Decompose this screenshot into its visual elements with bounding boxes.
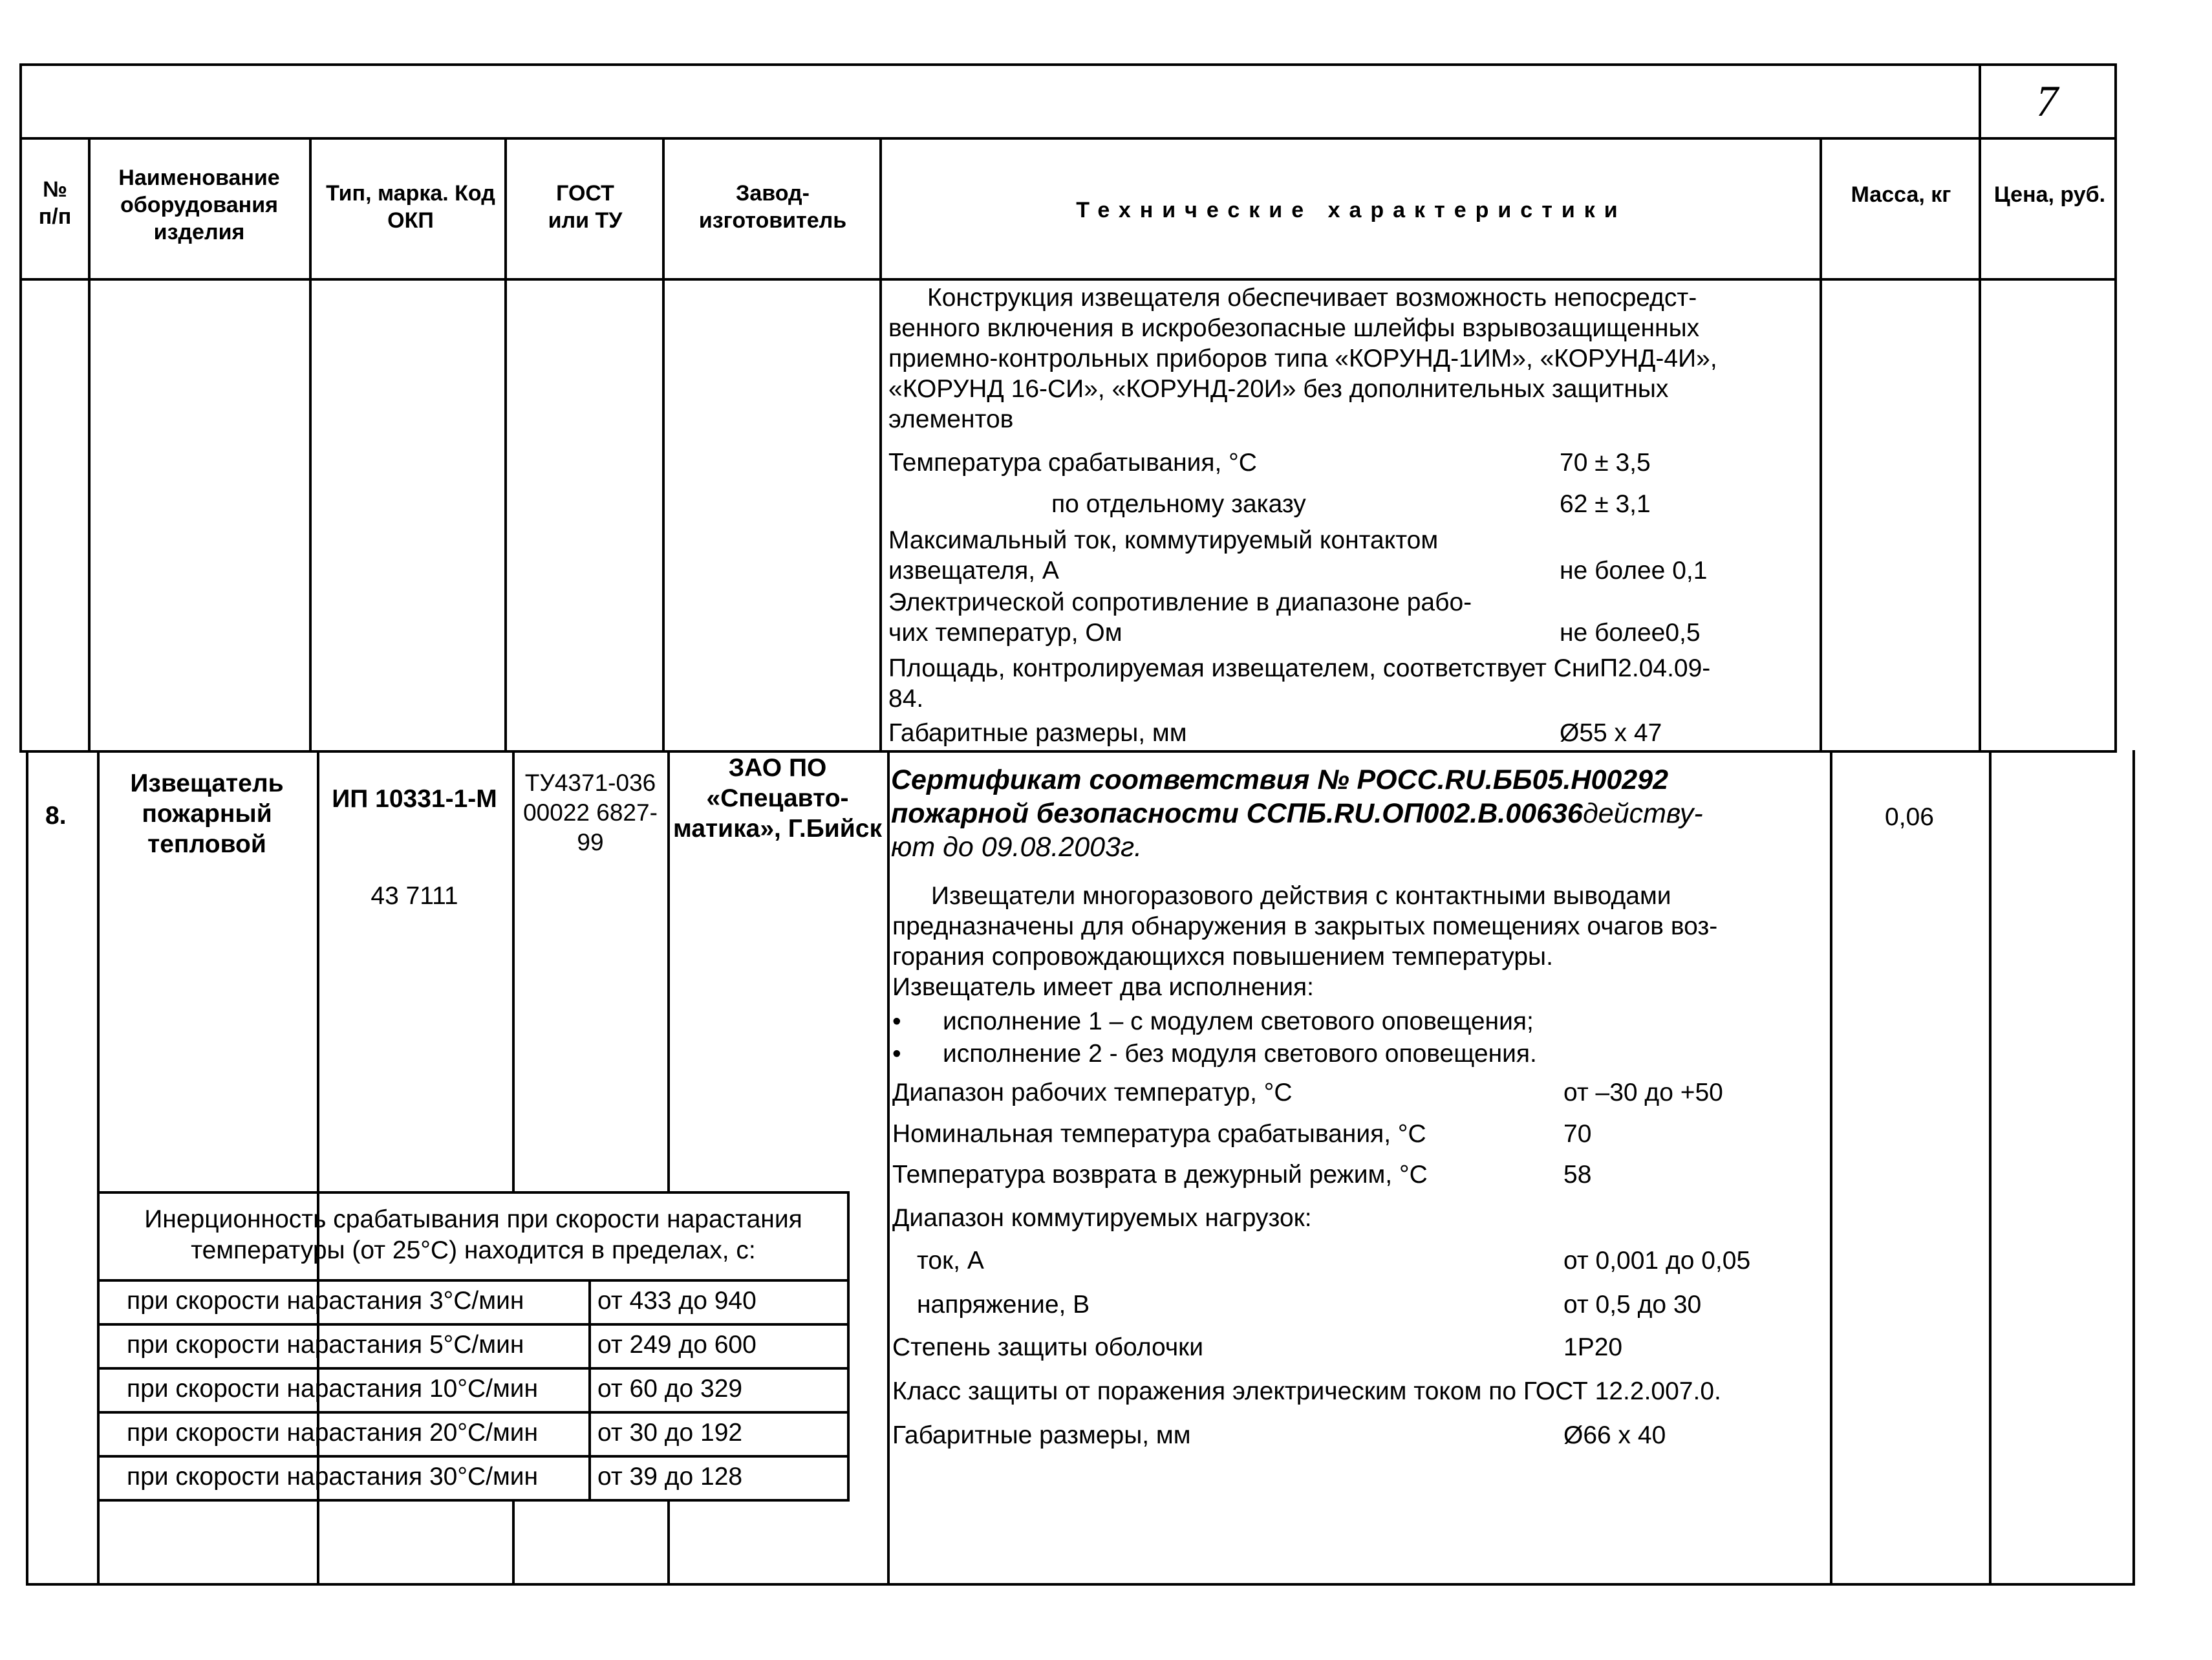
inertia-title: температуры (от 25°С) находится в пределах, с:	[191, 1236, 756, 1264]
header-type: Тип, марка. Код ОКП	[326, 181, 495, 233]
page-number: 7	[2036, 76, 2058, 125]
item-name: Извещатель пожарный тепловой	[130, 770, 284, 858]
spec-label: Диапазон рабочих температур, °С	[892, 1079, 1293, 1106]
prev-resist-label: чих температур, Ом	[888, 619, 1122, 647]
spec-value: 70	[1563, 1120, 1592, 1148]
prev-area-line: 84.	[888, 685, 924, 713]
prev-intro-line: венного включения в искробезопасные шлейфы взрывозащищенных	[888, 314, 1700, 342]
prev-current-label: извещателя, А	[888, 557, 1059, 585]
cert-line: ют до 09.08.2003г.	[891, 832, 1143, 863]
inertia-range: от 433 до 940	[597, 1287, 757, 1315]
header-price: Цена, руб.	[1993, 182, 2106, 207]
spec-value: от 0,001 до 0,05	[1563, 1247, 1751, 1275]
inertia-rate: при скорости нарастания 30°С/мин	[127, 1463, 539, 1491]
cert-line: Сертификат соответствия № РОСС.RU.ББ05.Н00292	[891, 764, 1669, 795]
spec-value: от –30 до +50	[1563, 1079, 1723, 1106]
inertia-rate: при скорости нарастания 10°С/мин	[127, 1375, 539, 1403]
item-type: ИП 10331-1-М	[332, 785, 497, 813]
prev-resist-label: Электрической сопротивление в диапазоне рабо-	[888, 588, 1472, 616]
class-line: Класс защиты от поражения электрическим током по ГОСТ 12.2.007.0.	[892, 1377, 1721, 1405]
prev-order-label: по отдельному заказу	[1051, 490, 1306, 518]
desc-line: Извещатель имеет два исполнения:	[892, 973, 1314, 1001]
prev-current-label: Максимальный ток, коммутируемый контактом	[888, 526, 1439, 554]
spec-value: от 0,5 до 30	[1563, 1291, 1702, 1319]
inertia-rate: при скорости нарастания 3°С/мин	[127, 1287, 524, 1315]
inertia-title: Инерционность срабатывания при скорости нарастания	[144, 1205, 802, 1233]
bullet-icon: •	[892, 1040, 901, 1068]
bullet-item: исполнение 2 - без модуля светового оповещения.	[943, 1040, 1537, 1068]
spec-label: ток, А	[917, 1247, 984, 1275]
spec-label: Номинальная температура срабатывания, °С	[892, 1120, 1426, 1148]
item-mass: 0,06	[1885, 803, 1934, 831]
inertia-rate: при скорости нарастания 5°С/мин	[127, 1331, 524, 1359]
desc-line: предназначены для обнаружения в закрытых помещениях очагов воз-	[892, 912, 1718, 940]
prev-area-line: Площадь, контролируемая извещателем, соответствует СниП2.04.09-	[888, 654, 1711, 682]
dims-label: Габаритные размеры, мм	[892, 1421, 1191, 1449]
header-name: Наименование оборудования изделия	[118, 166, 280, 244]
item-tu: ТУ4371-03600022 6827-99	[523, 770, 658, 856]
inertia-rate: при скорости нарастания 20°С/мин	[127, 1419, 539, 1447]
cert-tail: действу-	[1583, 798, 1703, 829]
prev-intro-line: «КОРУНД 16-СИ», «КОРУНД-20И» без дополнительных защитных	[888, 375, 1669, 403]
dims-value: Ø66 х 40	[1563, 1421, 1666, 1449]
prev-intro-line: приемно-контрольных приборов типа «КОРУНД-1ИМ», «КОРУНД-4И»,	[888, 345, 1717, 372]
prev-intro-line: Конструкция извещателя обеспечивает возможность непосредст-	[927, 284, 1697, 312]
inertia-range: от 249 до 600	[597, 1331, 757, 1359]
inertia-range: от 39 до 128	[597, 1463, 743, 1491]
prev-current-value: не более 0,1	[1560, 557, 1708, 585]
spec-label: Диапазон коммутируемых нагрузок:	[892, 1204, 1312, 1232]
prev-dims-value: Ø55 х 47	[1560, 719, 1662, 747]
inertia-range: от 30 до 192	[597, 1419, 743, 1447]
item-okp: 43 7111	[370, 882, 458, 910]
spec-value: 1Р20	[1563, 1333, 1623, 1361]
spec-label: напряжение, В	[917, 1291, 1090, 1319]
prev-temp-label: Температура срабатывания, °С	[888, 449, 1257, 477]
prev-resist-value: не более0,5	[1560, 619, 1701, 647]
inertia-range: от 60 до 329	[597, 1375, 743, 1403]
header-mass: Масса, кг	[1851, 182, 1951, 207]
header-tech: Технические характеристики	[1076, 198, 1627, 222]
header-num: № п/п	[38, 177, 72, 229]
desc-line: Извещатели многоразового действия с контактными выводами	[931, 882, 1671, 910]
prev-dims-label: Габаритные размеры, мм	[888, 719, 1187, 747]
header-maker: Завод-изготовитель	[698, 181, 847, 233]
item-maker: ЗАО ПО «Спецавто-матика», Г.Бийск	[673, 754, 882, 843]
bullet-item: исполнение 1 – с модулем светового оповещения;	[943, 1008, 1534, 1035]
desc-line: горания сопровождающихся повышением температуры.	[892, 943, 1553, 971]
spec-label: Степень защиты оболочки	[892, 1333, 1204, 1361]
spec-value: 58	[1563, 1161, 1592, 1189]
prev-intro-line: элементов	[888, 405, 1014, 433]
prev-temp-value: 70 ± 3,5	[1560, 449, 1651, 477]
spec-label: Температура возврата в дежурный режим, °С	[892, 1161, 1428, 1189]
cert-line: пожарной безопасности ССПБ.RU.ОП002.В.00636	[891, 798, 1583, 829]
item-num: 8.	[45, 802, 67, 830]
header-gost: ГОСТ или ТУ	[548, 181, 623, 233]
bullet-icon: •	[892, 1008, 901, 1035]
prev-order-value: 62 ± 3,1	[1560, 490, 1651, 518]
